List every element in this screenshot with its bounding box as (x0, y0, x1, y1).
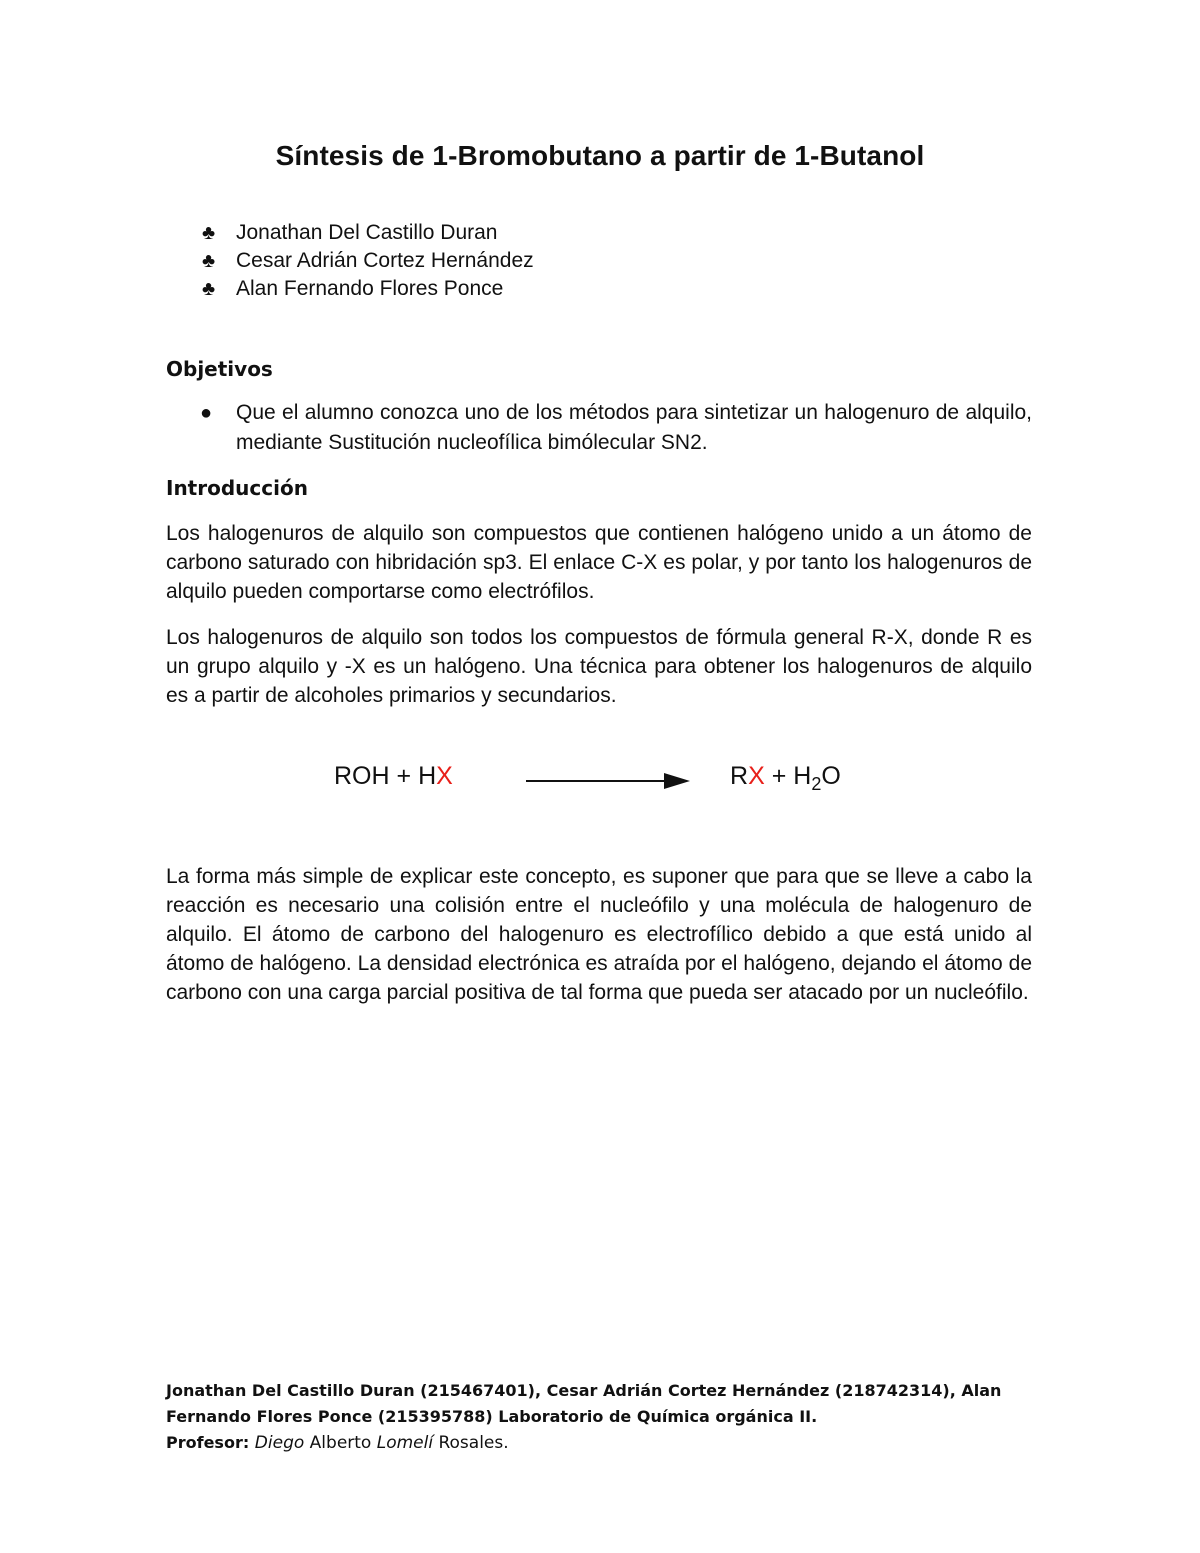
reaction-arrowhead-icon (664, 773, 690, 789)
club-bullet-icon: ♣ (202, 278, 216, 300)
professor-label: Profesor: (166, 1433, 255, 1452)
product-r: R (730, 762, 749, 790)
plus-sign: + (396, 762, 412, 790)
footer-author: Fernando Flores Ponce (215395788) (166, 1407, 499, 1426)
author-item (198, 275, 534, 303)
objetivos-heading: Objetivos (166, 357, 273, 381)
equation-products (730, 762, 841, 795)
introduccion-heading: Introducción (166, 476, 308, 500)
footer-professor (166, 1430, 1066, 1456)
objetivo-item (166, 398, 1032, 458)
footer-line-2 (166, 1404, 1066, 1430)
reactant-acid-h: H (418, 762, 437, 790)
intro-paragraph-2: Los halogenuros de alquilo son todos los compuestos de fórmula general R-X, donde R es un grupo alquilo y -X es un halógeno. Una técnica para obtener los halogenuros de alquilo es a partir de alcoholes primarios y secundarios. (166, 626, 1032, 707)
club-bullet-icon: ♣ (202, 250, 216, 272)
author-item (198, 219, 534, 247)
reactant-acid-x: X (436, 762, 453, 790)
equation-reactants (334, 762, 453, 791)
reactant-alcohol: ROH (334, 762, 390, 790)
intro-paragraph-3: La forma más simple de explicar este concepto, es suponer que para que se lleve a cabo la reacción es necesario una colisión entre el nucleófilo y una molécula de halogenuro de alquilo. El átomo de carbono del halogenuro es electrofílico debido a que está unido al átomo de halógeno. La densidad electrónica es atraída por el halógeno, dejando el átomo de carbono con una carga parcial positiva de tal forma que pueda ser atacado por un nucleófilo. (166, 865, 1032, 1004)
water-o: O (821, 762, 841, 790)
footer-lab: Laboratorio de Química orgánica II. (498, 1407, 818, 1426)
water-h: H (793, 762, 812, 790)
author-name: Cesar Adrián Cortez Hernández (236, 249, 534, 272)
water-subscript: 2 (811, 774, 822, 794)
reaction-arrow-icon (526, 780, 676, 782)
author-name: Jonathan Del Castillo Duran (236, 221, 498, 244)
author-item (198, 247, 534, 275)
document-title: Síntesis de 1-Bromobutano a partir de 1-Butanol (275, 140, 925, 171)
footer-line-1: Jonathan Del Castillo Duran (215467401), Cesar Adrián Cortez Hernández (218742314), Alan (166, 1381, 1002, 1400)
author-name: Alan Fernando Flores Ponce (236, 277, 504, 300)
club-bullet-icon: ♣ (202, 222, 216, 244)
professor-first-name: Diego (254, 1433, 305, 1453)
professor-last-name-2: Rosales. (433, 1433, 509, 1453)
bullet-dot-icon: ● (200, 402, 213, 424)
intro-paragraph-1: Los halogenuros de alquilo son compuestos que contienen halógeno unido a un átomo de carbono saturado con hibridación sp3. El enlace C-X es polar, y por tanto los halogenuros de alquilo pueden comportarse como electrófilos. (166, 522, 1032, 603)
professor-last-name: Lomelí (376, 1433, 434, 1453)
plus-sign: + (771, 762, 787, 790)
product-x: X (748, 762, 765, 790)
objetivo-text: Que el alumno conozca uno de los métodos para sintetizar un halogenuro de alquilo, mediante Sustitución nucleofílica bimólecular SN2. (236, 401, 1032, 454)
objetivos-list (166, 398, 1032, 458)
professor-middle-name: Alberto (304, 1433, 377, 1453)
author-list (198, 219, 534, 303)
footer (166, 1378, 1066, 1456)
